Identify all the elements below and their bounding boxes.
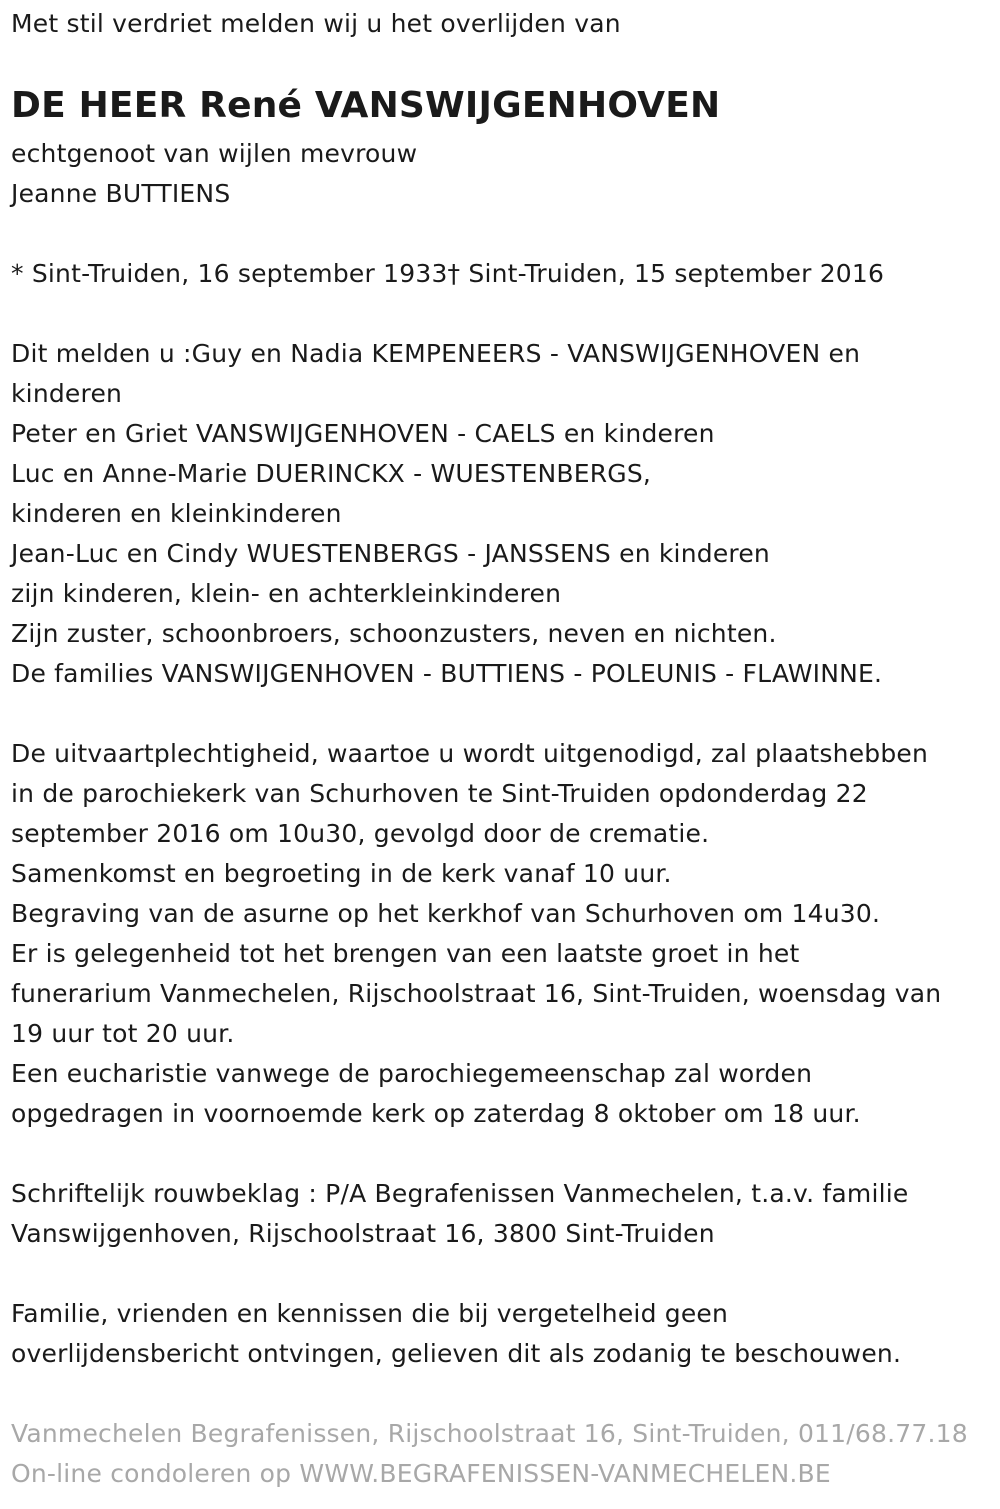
- family-line: kinderen: [11, 379, 123, 408]
- deceased-name: DE HEER René VANSWIJGENHOVEN: [11, 85, 721, 126]
- ceremony-line: funerarium Vanmechelen, Rijschoolstraat 16, Sint-Truiden, woensdag van: [11, 979, 942, 1008]
- ceremony-line: 19 uur tot 20 uur.: [11, 1019, 235, 1048]
- family-line: Jean-Luc en Cindy WUESTENBERGS - JANSSENS en kinderen: [11, 539, 770, 568]
- intro-text: Met stil verdriet melden wij u het overlijden van: [11, 9, 621, 38]
- spouse-line: Jeanne BUTTIENS: [11, 179, 231, 208]
- family-line: Zijn zuster, schoonbroers, schoonzusters, neven en nichten.: [11, 619, 777, 648]
- family-line: kinderen en kleinkinderen: [11, 499, 342, 528]
- ceremony-line: september 2016 om 10u30, gevolgd door de crematie.: [11, 819, 710, 848]
- ceremony-line: Samenkomst en begroeting in de kerk vanaf 10 uur.: [11, 859, 672, 888]
- spouse-line: echtgenoot van wijlen mevrouw: [11, 139, 418, 168]
- family-line: Luc en Anne-Marie DUERINCKX - WUESTENBERGS,: [11, 459, 652, 488]
- family-line: zijn kinderen, klein- en achterkleinkinderen: [11, 579, 562, 608]
- notice-line: Familie, vrienden en kennissen die bij vergetelheid geen: [11, 1299, 729, 1328]
- ceremony-line: in de parochiekerk van Schurhoven te Sint-Truiden opdonderdag 22: [11, 779, 868, 808]
- condolence-address-line: Schriftelijk rouwbeklag : P/A Begrafenissen Vanmechelen, t.a.v. familie: [11, 1179, 909, 1208]
- ceremony-line: De uitvaartplechtigheid, waartoe u wordt uitgenodigd, zal plaatshebben: [11, 739, 929, 768]
- family-line: De families VANSWIJGENHOVEN - BUTTIENS - POLEUNIS - FLAWINNE.: [11, 659, 883, 688]
- ceremony-line: Een eucharistie vanwege de parochiegemeenschap zal worden: [11, 1059, 813, 1088]
- footer-funeral-home: Vanmechelen Begrafenissen, Rijschoolstraat 16, Sint-Truiden, 011/68.77.18: [11, 1419, 968, 1448]
- ceremony-line: Begraving van de asurne op het kerkhof van Schurhoven om 14u30.: [11, 899, 881, 928]
- footer-website: On-line condoleren op WWW.BEGRAFENISSEN-VANMECHELEN.BE: [11, 1459, 831, 1488]
- condolence-address-line: Vanswijgenhoven, Rijschoolstraat 16, 3800 Sint-Truiden: [11, 1219, 715, 1248]
- birth-death-dates: * Sint-Truiden, 16 september 1933† Sint-Truiden, 15 september 2016: [11, 259, 885, 288]
- ceremony-line: Er is gelegenheid tot het brengen van een laatste groet in het: [11, 939, 800, 968]
- notice-line: overlijdensbericht ontvingen, gelieven dit als zodanig te beschouwen.: [11, 1339, 902, 1368]
- family-line: Peter en Griet VANSWIJGENHOVEN - CAELS en kinderen: [11, 419, 715, 448]
- family-line: Dit melden u :Guy en Nadia KEMPENEERS - VANSWIJGENHOVEN en: [11, 339, 861, 368]
- ceremony-line: opgedragen in voornoemde kerk op zaterdag 8 oktober om 18 uur.: [11, 1099, 861, 1128]
